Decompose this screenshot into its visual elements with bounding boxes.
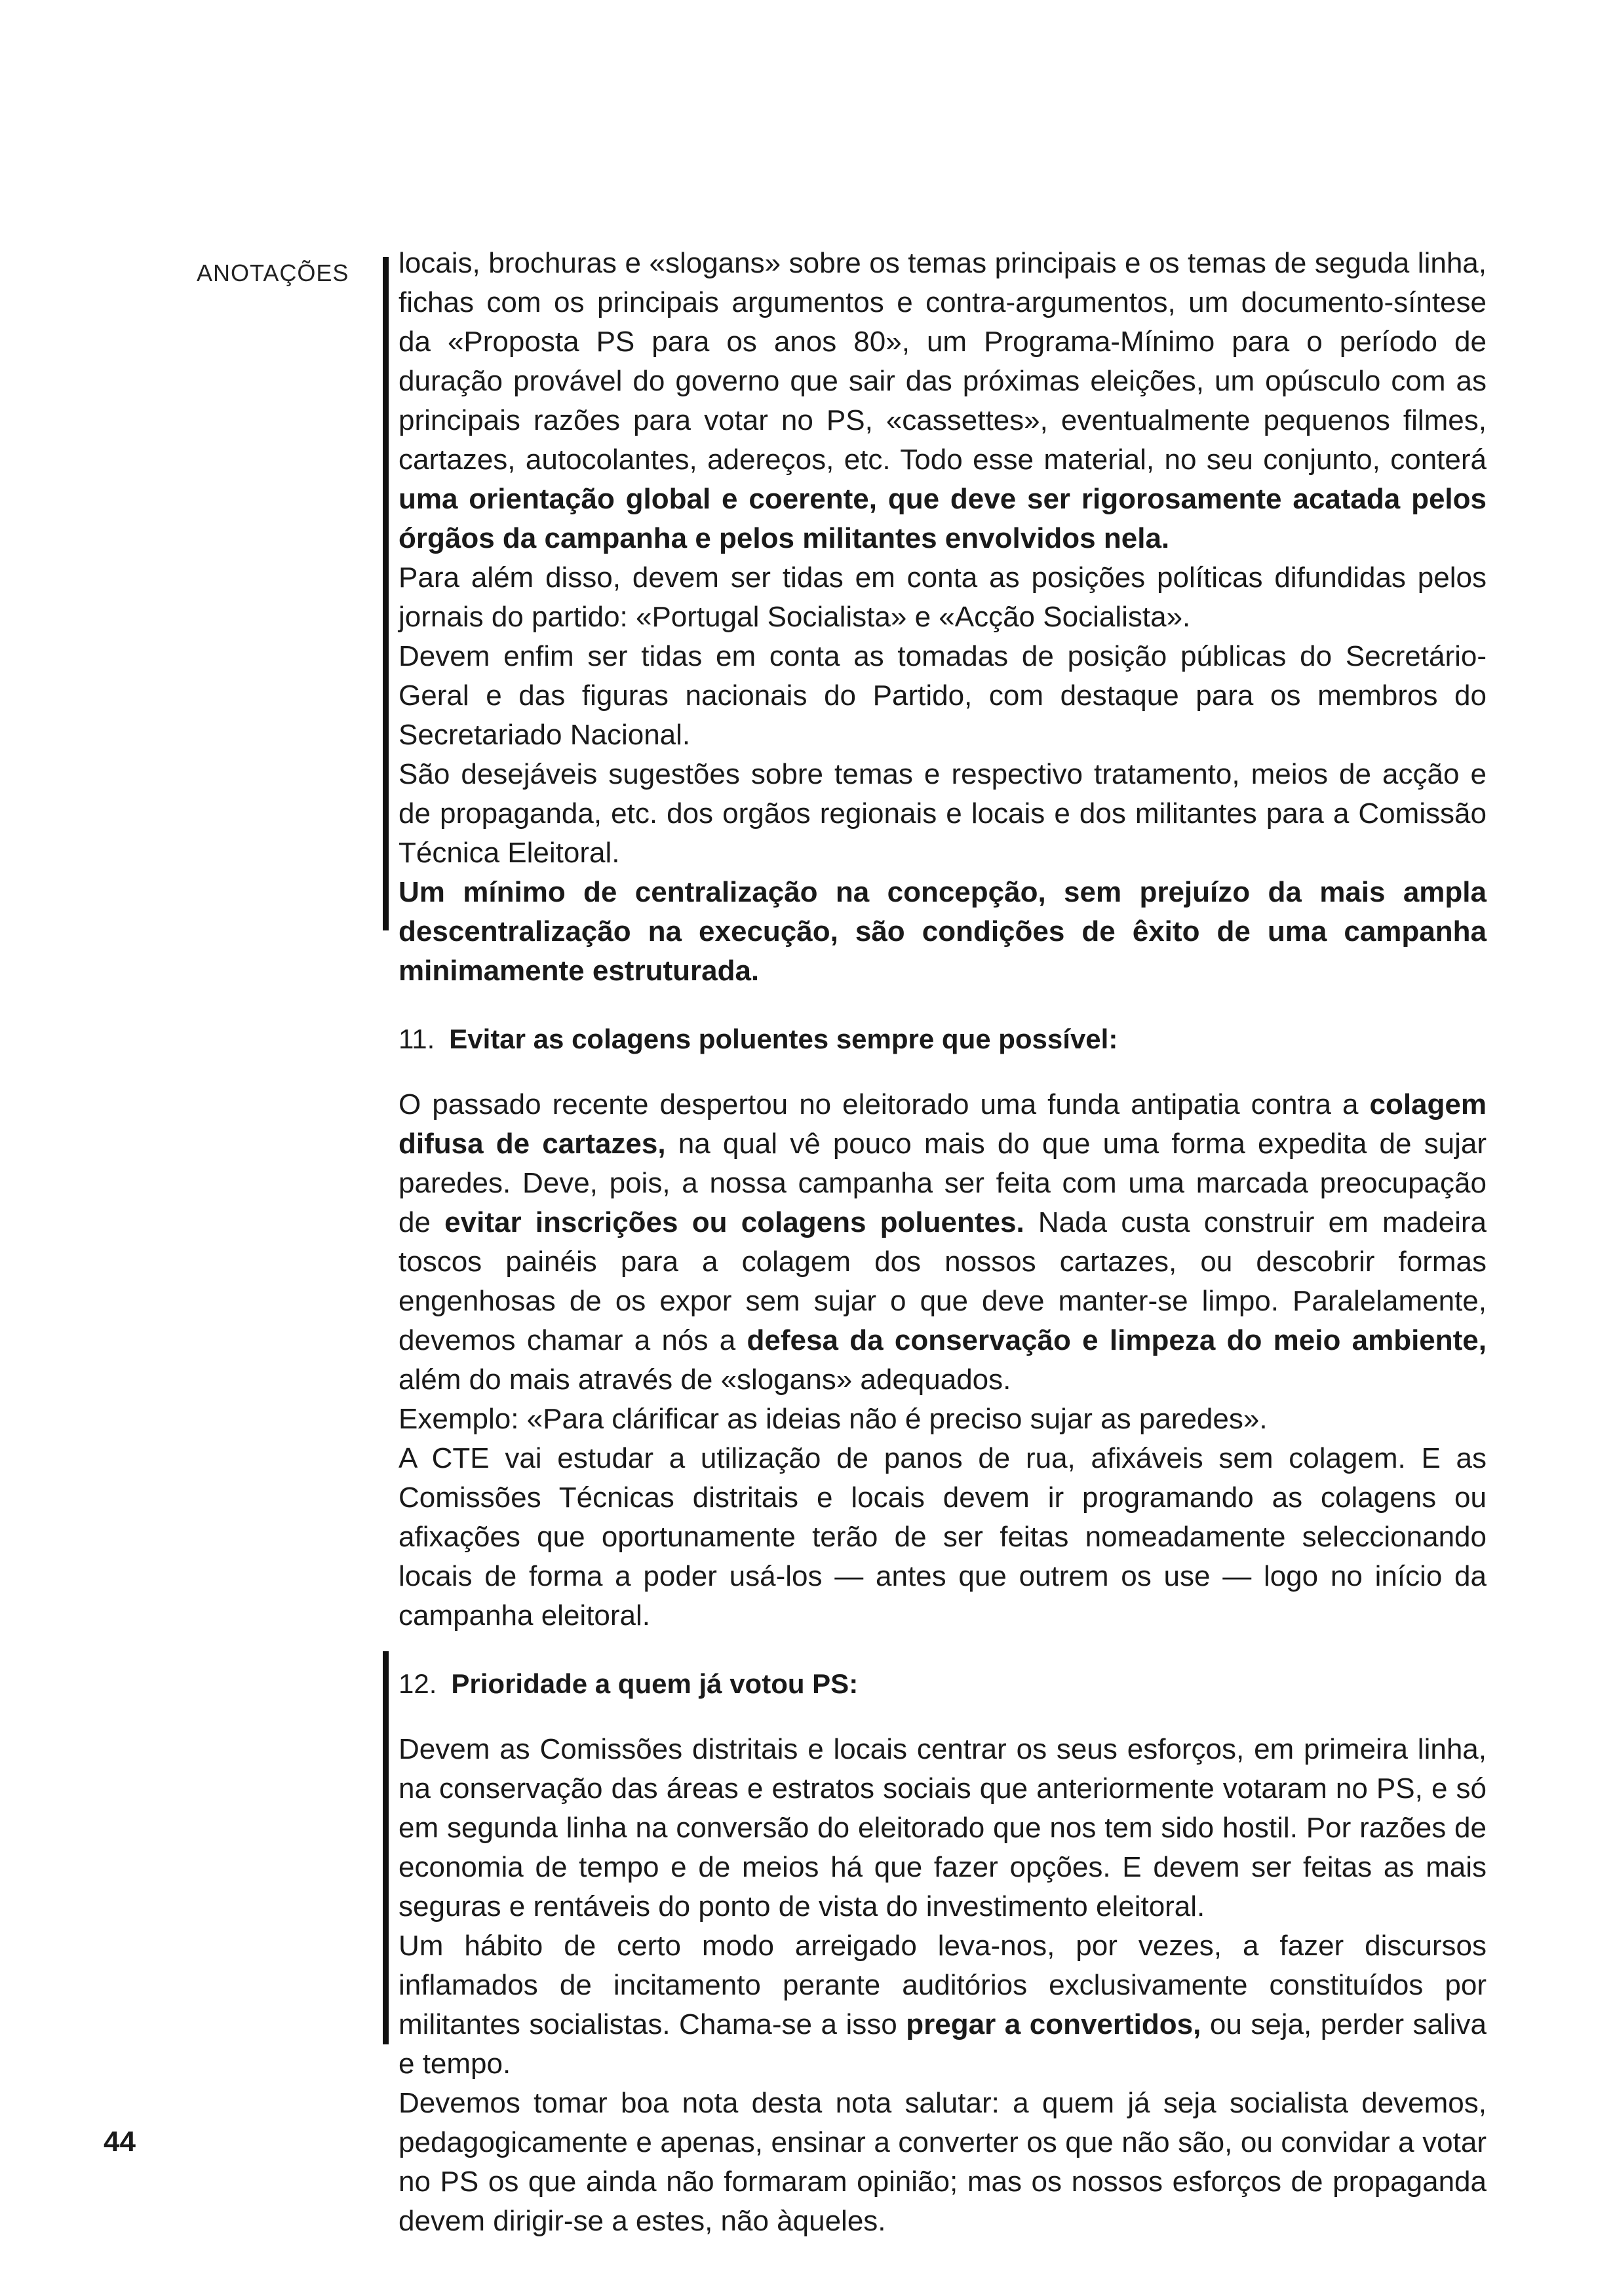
p11-segment-0: Devemos tomar boa nota desta nota salutar: a quem já seja socialista devemos, pedagogicamente e apenas, ensinar a converter os que não são, ou convidar a votar no PS os que ainda não formaram opinião; mas os nossos esforços de propaganda devem dirigir-se a estes, não àqueles. — [399, 2087, 1487, 2237]
section-heading-11 — [399, 1020, 1487, 1059]
paragraph-campaign-material — [399, 244, 1487, 558]
page-number: 44 — [104, 2126, 136, 2158]
paragraph-example — [399, 1400, 1487, 1439]
p4-segment-0: São desejáveis sugestões sobre temas e respectivo tratamento, meios de acção e de propaganda, etc. dos orgãos regionais e locais e dos militantes para a Comissão Técnica Eleitoral. — [399, 758, 1487, 869]
p10-segment-0: Um hábito de certo modo arreigado leva-nos, por vezes, a fazer discursos inflamados de incitamento perante auditórios exclusivamente constituídos por militantes socialistas. Chama-se a isso — [399, 1930, 1487, 2040]
paragraph-secretary-general — [399, 637, 1487, 755]
margin-rule-top — [383, 257, 389, 930]
page-body — [399, 244, 1487, 2241]
p5-segment-0: Um mínimo de centralização na concepção, sem prejuízo da mais ampla descentralização na execução, são condições de êxito de uma campanha minimamente estruturada. — [399, 876, 1487, 987]
p1-segment-0: locais, brochuras e «slogans» sobre os temas principais e os temas de seguda linha, fichas com os principais argumentos e contra-argumentos, um documento-síntese da «Proposta PS para os anos 80», um Programa-Mínimo para o período de duração provável do governo que sair das próximas eleições, um opúsculo com as principais razões para votar no PS, «cassettes», eventualmente pequenos filmes, cartazes, autocolantes, adereços, etc. Todo esse material, no seu conjunto, conterá — [399, 247, 1487, 476]
paragraph-cte-banners — [399, 1439, 1487, 1636]
p6-segment-4: Nada custa construir em madeira toscos painéis para a colagem dos nossos cartazes, ou descobrir formas engenhosas de os expor sem sujar o que deve manter-se limpo. Paralelamente, devemos chamar a nós a — [399, 1206, 1487, 1356]
p3-segment-0: Devem enfim ser tidas em conta as tomadas de posição públicas do Secretário-Geral e das figuras nacionais do Partido, com destaque para os membros do Secretariado Nacional. — [399, 640, 1487, 751]
p6-segment-5: defesa da conservação e limpeza do meio ambiente, — [747, 1324, 1487, 1356]
p1-segment-1: uma orientação global e coerente, que deve ser rigorosamente acatada pelos órgãos da campanha e pelos militantes envolvidos nela. — [399, 483, 1487, 554]
paragraph-preaching — [399, 1926, 1487, 2084]
p2-segment-0: Para além disso, devem ser tidas em conta as posições políticas difundidas pelos jornais do partido: «Portugal Socialista» e «Acção Socialista». — [399, 562, 1487, 633]
p8-segment-0: A CTE vai estudar a utilização de panos de rua, afixáveis sem colagem. E as Comissões Técnicas distritais e locais devem ir programando as colagens ou afixações que oportunamente terão de ser feitas nomeadamente seleccionando locais de forma a poder usá-los — antes que outrem os use — logo no início da campanha eleitoral. — [399, 1442, 1487, 1632]
paragraph-centralization — [399, 873, 1487, 991]
paragraph-suggestions — [399, 755, 1487, 873]
margin-rule-bottom — [383, 1651, 389, 2044]
p6-segment-6: além do mais através de «slogans» adequados. — [399, 1364, 1011, 1396]
p6-segment-2: na qual vê pouco mais do que uma forma expedita de sujar paredes. Deve, pois, a nossa campanha ser feita com uma marcada preocupação de — [399, 1128, 1487, 1238]
paragraph-priority-voters — [399, 1730, 1487, 1926]
section-heading-12 — [399, 1664, 1487, 1704]
paragraph-party-newspapers — [399, 558, 1487, 637]
section-number-12: 12. — [399, 1668, 437, 1699]
p6-segment-0: O passado recente despertou no eleitorado uma funda antipatia contra a — [399, 1088, 1370, 1120]
p6-segment-1: colagem difusa de cartazes, — [399, 1088, 1487, 1160]
annotations-label: ANOTAÇÕES — [197, 259, 349, 286]
p6-segment-3: evitar inscrições ou colagens poluentes. — [444, 1206, 1024, 1238]
section-title-12: Prioridade a quem já votou PS: — [451, 1668, 859, 1699]
paragraph-pollution-posters — [399, 1085, 1487, 1400]
p7-segment-0: Exemplo: «Para clárificar as ideias não é preciso sujar as paredes». — [399, 1403, 1268, 1435]
paragraph-propaganda-target — [399, 2084, 1487, 2241]
section-number-11: 11. — [399, 1024, 435, 1054]
section-title-11: Evitar as colagens poluentes sempre que possível: — [449, 1024, 1118, 1054]
p10-segment-2: ou seja, perder saliva e tempo. — [399, 2008, 1487, 2080]
p10-segment-1: pregar a convertidos, — [906, 2008, 1201, 2040]
p9-segment-0: Devem as Comissões distritais e locais centrar os seus esforços, em primeira linha, na conservação das áreas e estratos sociais que anteriormente votaram no PS, e só em segunda linha na conversão do eleitorado que nos tem sido hostil. Por razões de economia de tempo e de meios há que fazer opções. E devem ser feitas as mais seguras e rentáveis do ponto de vista do investimento eleitoral. — [399, 1733, 1487, 1923]
